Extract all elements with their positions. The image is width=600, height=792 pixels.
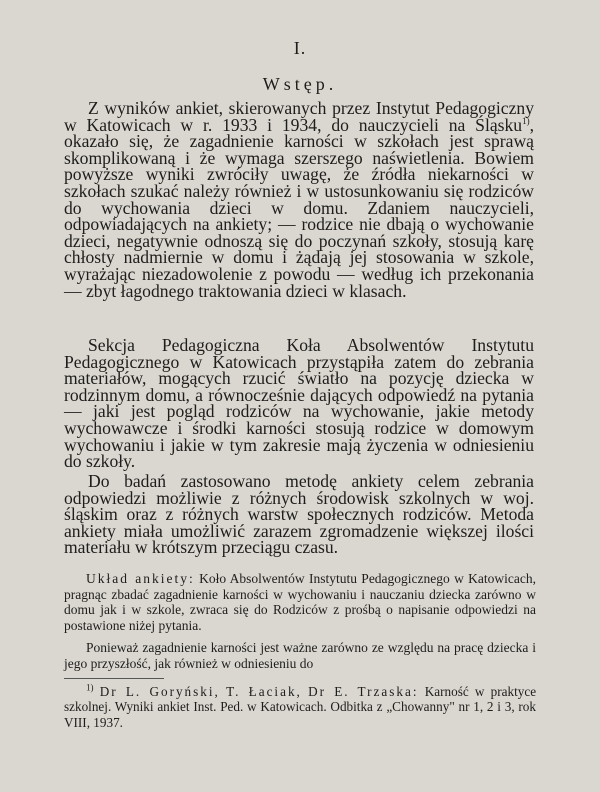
footnote-divider bbox=[64, 678, 164, 679]
small-paragraph-2 bbox=[64, 640, 536, 671]
footnote-mark: 1) bbox=[86, 682, 94, 693]
footnote-author-2: T. Łaciak, bbox=[226, 684, 302, 699]
chapter-numeral: I. bbox=[293, 38, 307, 58]
paragraph-1-text-a: Z wyników ankiet, skierowanych przez Instytut Pedagogiczny w Katowicach w r. 1933 i 1934, do nauczycieli na Śląsku bbox=[64, 98, 534, 135]
paragraph-1-text-b: , okazało się, że zagadnienie karności w szkołach jest sprawą skomplikowaną i że wymaga szerszego naświetlenia. Bowiem powyższe wyniki zwróciły uwagę, że źródła niekarności w szkołach szukać należy również i w ustosunkowaniu się rodziców do wychowania dzieci w domu. Zdaniem nauczycieli, odpowiadających na ankiety; — rodzice nie dbają o wychowanie dzieci, negatywnie odnoszą się do poczynań szkoły, stosują karę chłosty nadmiernie w domu i żądają jej stosowania w szkole, wyrażając niezadowolenie z powodu — według ich przekonania — zbyt łagodnego traktowania dzieci w klasach. bbox=[64, 114, 534, 301]
footnote bbox=[64, 684, 536, 730]
survey-layout-paragraph bbox=[64, 571, 536, 633]
footnote-author-1: Dr L. Goryński, bbox=[99, 684, 220, 699]
survey-layout-lead: Układ ankiety: bbox=[86, 571, 195, 586]
footnote-author-3: Dr E. Trzaska: bbox=[308, 684, 419, 699]
footnote-reference: 1) bbox=[522, 115, 530, 126]
survey-layout-text: Koło Absolwentów Instytutu Pedagogicznego w Katowicach, pragnąc zbadać zagadnienie karności w wychowaniu i nauczaniu dziecka zarówno w domu jak i w szkole, zwraca się do Rodziców z prośbą o napisanie odpowiedzi na postawione niżej pytania. bbox=[64, 571, 536, 633]
paragraph-3 bbox=[64, 473, 534, 556]
footnote-text: Karność w praktyce szkolnej. Wyniki ankiet Inst. Ped. w Katowicach. Odbitka z „Chowanny" nr 1, 2 i 3, rok VIII, 1937. bbox=[64, 684, 537, 730]
paragraph-3-text: Do badań zastosowano metodę ankiety celem zebrania odpowiedzi możliwie z różnych środowisk szkolnych w woj. śląskim oraz z różnych warstw społecznych rodziców. Metoda ankiety miała umożliwić zarazem zgromadzenie większej ilości materiału w krótszym przeciągu czasu. bbox=[64, 471, 534, 558]
paragraph-2 bbox=[64, 337, 534, 470]
chapter-heading: Wstęp. bbox=[262, 74, 338, 94]
paragraph-2-text: Sekcja Pedagogiczna Koła Absolwentów Instytutu Pedagogicznego w Katowicach przystąpiła zatem do zebrania materiałów, mogących rzucić światło na pozycję dziecka w rodzinnym domu, a równocześnie dających odpowiedź na pytania — jaki jest pogląd rodziców na wychowanie, jakie metody wychowawcze i środki karności stosują rodzice w domowym wychowaniu i jakie w tym zakresie mają życzenia w odniesieniu do szkoły. bbox=[64, 335, 534, 472]
paragraph-1 bbox=[64, 100, 534, 299]
small-paragraph-2-text: Ponieważ zagadnienie karności jest ważne zarówno ze względu na pracę dziecka i jego przyszłość, jak również w odniesieniu do bbox=[64, 640, 536, 671]
